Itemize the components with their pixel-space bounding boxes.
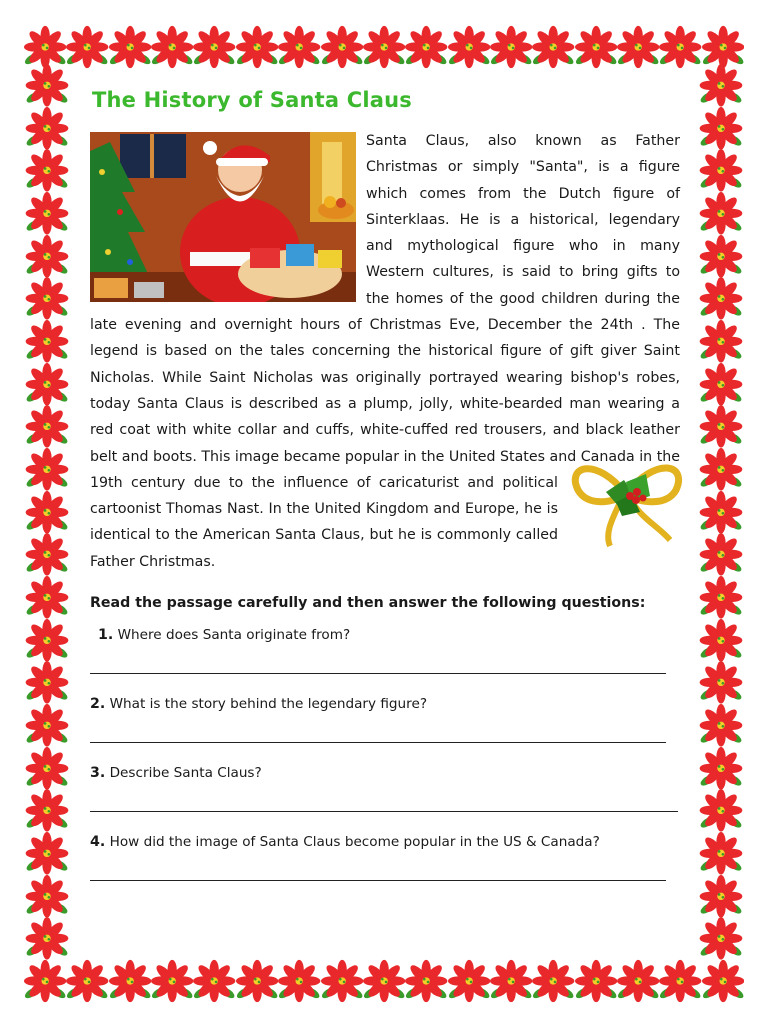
question-number: 1. [98,627,114,644]
passage-text: Santa Claus, also known as Father Christmas or simply "Santa", is a figure which comes from the Dutch figure of Sinterklaas. He is a historical, legendary and mythological figure who in many Western cultures, is said to bring gifts to the homes of the good children during the late evening and overnight hours of Christmas Eve, December the 24th . The legend is based on the tales concerning the historical figure of gift giver Saint Nicholas. While Saint Nicholas was originally portrayed wearing bishop's robes, today Santa Claus is described as a plump, jolly, white-bearded man wearing a red coat with white collar and cuffs, white-cuffed red trousers, and black leather belt and boots. This image became popular in the United States and Canada in the 19th century due to the influence of caricaturist and political cartoonist Thomas Nast. In the United Kingdom and Europe, he is identical to the American Santa Claus, but he is commonly called Father Christmas. [90,133,680,570]
poinsettia-icon [575,958,617,1004]
question-number: 4. [90,834,106,851]
poinsettia-icon [698,661,744,704]
poinsettia-icon [278,958,320,1004]
poinsettia-icon [66,958,108,1004]
poinsettia-icon [109,958,151,1004]
poinsettia-icon [236,24,278,70]
question-label: Where does Santa originate from? [117,627,351,644]
poinsettia-icon [24,192,70,235]
poinsettia-icon [321,958,363,1004]
border-bottom [24,958,744,1004]
question-2 [90,696,680,743]
poinsettia-icon [490,24,532,70]
poinsettia-icon [24,491,70,534]
answer-line[interactable] [90,811,678,812]
poinsettia-icon [278,24,320,70]
poinsettia-icon [698,917,744,960]
worksheet [90,80,680,881]
poinsettia-icon [698,576,744,619]
poinsettia-icon [363,24,405,70]
poinsettia-icon [698,491,744,534]
poinsettia-icon [24,448,70,491]
poinsettia-icon [702,958,744,1004]
poinsettia-icon [24,533,70,576]
poinsettia-icon [236,958,278,1004]
poinsettia-icon [532,24,574,70]
poinsettia-icon [698,533,744,576]
poinsettia-icon [405,958,447,1004]
question-label: What is the story behind the legendary figure? [109,696,428,713]
poinsettia-icon [490,958,532,1004]
poinsettia-icon [617,958,659,1004]
poinsettia-icon [66,24,108,70]
answer-line[interactable] [90,742,666,743]
poinsettia-icon [448,958,490,1004]
poinsettia-icon [698,363,744,406]
poinsettia-icon [448,24,490,70]
poinsettia-icon [698,789,744,832]
poinsettia-icon [698,448,744,491]
poinsettia-icon [151,24,193,70]
poinsettia-icon [698,192,744,235]
poinsettia-icon [698,235,744,278]
question-label: Describe Santa Claus? [109,765,262,782]
question-1 [90,627,680,674]
question-4 [90,834,680,881]
poinsettia-icon [698,832,744,875]
poinsettia-icon [24,277,70,320]
poinsettia-icon [24,747,70,790]
poinsettia-icon [698,320,744,363]
poinsettia-icon [24,235,70,278]
poinsettia-icon [24,149,70,192]
page-title: The History of Santa Claus [92,88,412,112]
border-top [24,24,744,70]
poinsettia-icon [151,958,193,1004]
poinsettia-icon [698,107,744,150]
instructions: Read the passage carefully and then answer the following questions: [90,595,646,612]
poinsettia-icon [24,363,70,406]
poinsettia-icon [109,24,151,70]
answer-line[interactable] [90,880,666,881]
border-right [698,64,744,960]
poinsettia-icon [698,619,744,662]
question-text [90,834,680,850]
border-left [24,64,70,960]
holly-bow-icon [566,446,688,552]
poinsettia-icon [698,64,744,107]
poinsettia-icon [617,24,659,70]
poinsettia-icon [575,24,617,70]
poinsettia-icon [659,24,701,70]
poinsettia-icon [24,107,70,150]
poinsettia-icon [24,875,70,918]
poinsettia-icon [532,958,574,1004]
poinsettia-icon [698,149,744,192]
poinsettia-icon [24,958,66,1004]
answer-line[interactable] [90,673,666,674]
santa-claus-illustration [90,132,356,302]
poinsettia-icon [698,704,744,747]
poinsettia-icon [193,958,235,1004]
question-3 [90,765,680,812]
question-text [90,765,680,781]
poinsettia-icon [193,24,235,70]
poinsettia-icon [363,958,405,1004]
poinsettia-icon [698,405,744,448]
poinsettia-icon [659,958,701,1004]
poinsettia-icon [24,320,70,363]
poinsettia-icon [24,704,70,747]
question-text [90,696,680,712]
poinsettia-icon [24,576,70,619]
poinsettia-icon [698,875,744,918]
question-number: 2. [90,696,106,713]
poinsettia-icon [24,619,70,662]
poinsettia-icon [321,24,363,70]
question-label: How did the image of Santa Claus become popular in the US & Canada? [109,834,600,851]
poinsettia-icon [698,747,744,790]
poinsettia-icon [24,405,70,448]
poinsettia-icon [24,832,70,875]
poinsettia-icon [405,24,447,70]
poinsettia-icon [24,64,70,107]
poinsettia-icon [24,789,70,832]
poinsettia-icon [24,661,70,704]
poinsettia-icon [24,917,70,960]
passage [90,128,680,575]
question-text [90,627,680,643]
question-number: 3. [90,765,106,782]
poinsettia-icon [698,277,744,320]
